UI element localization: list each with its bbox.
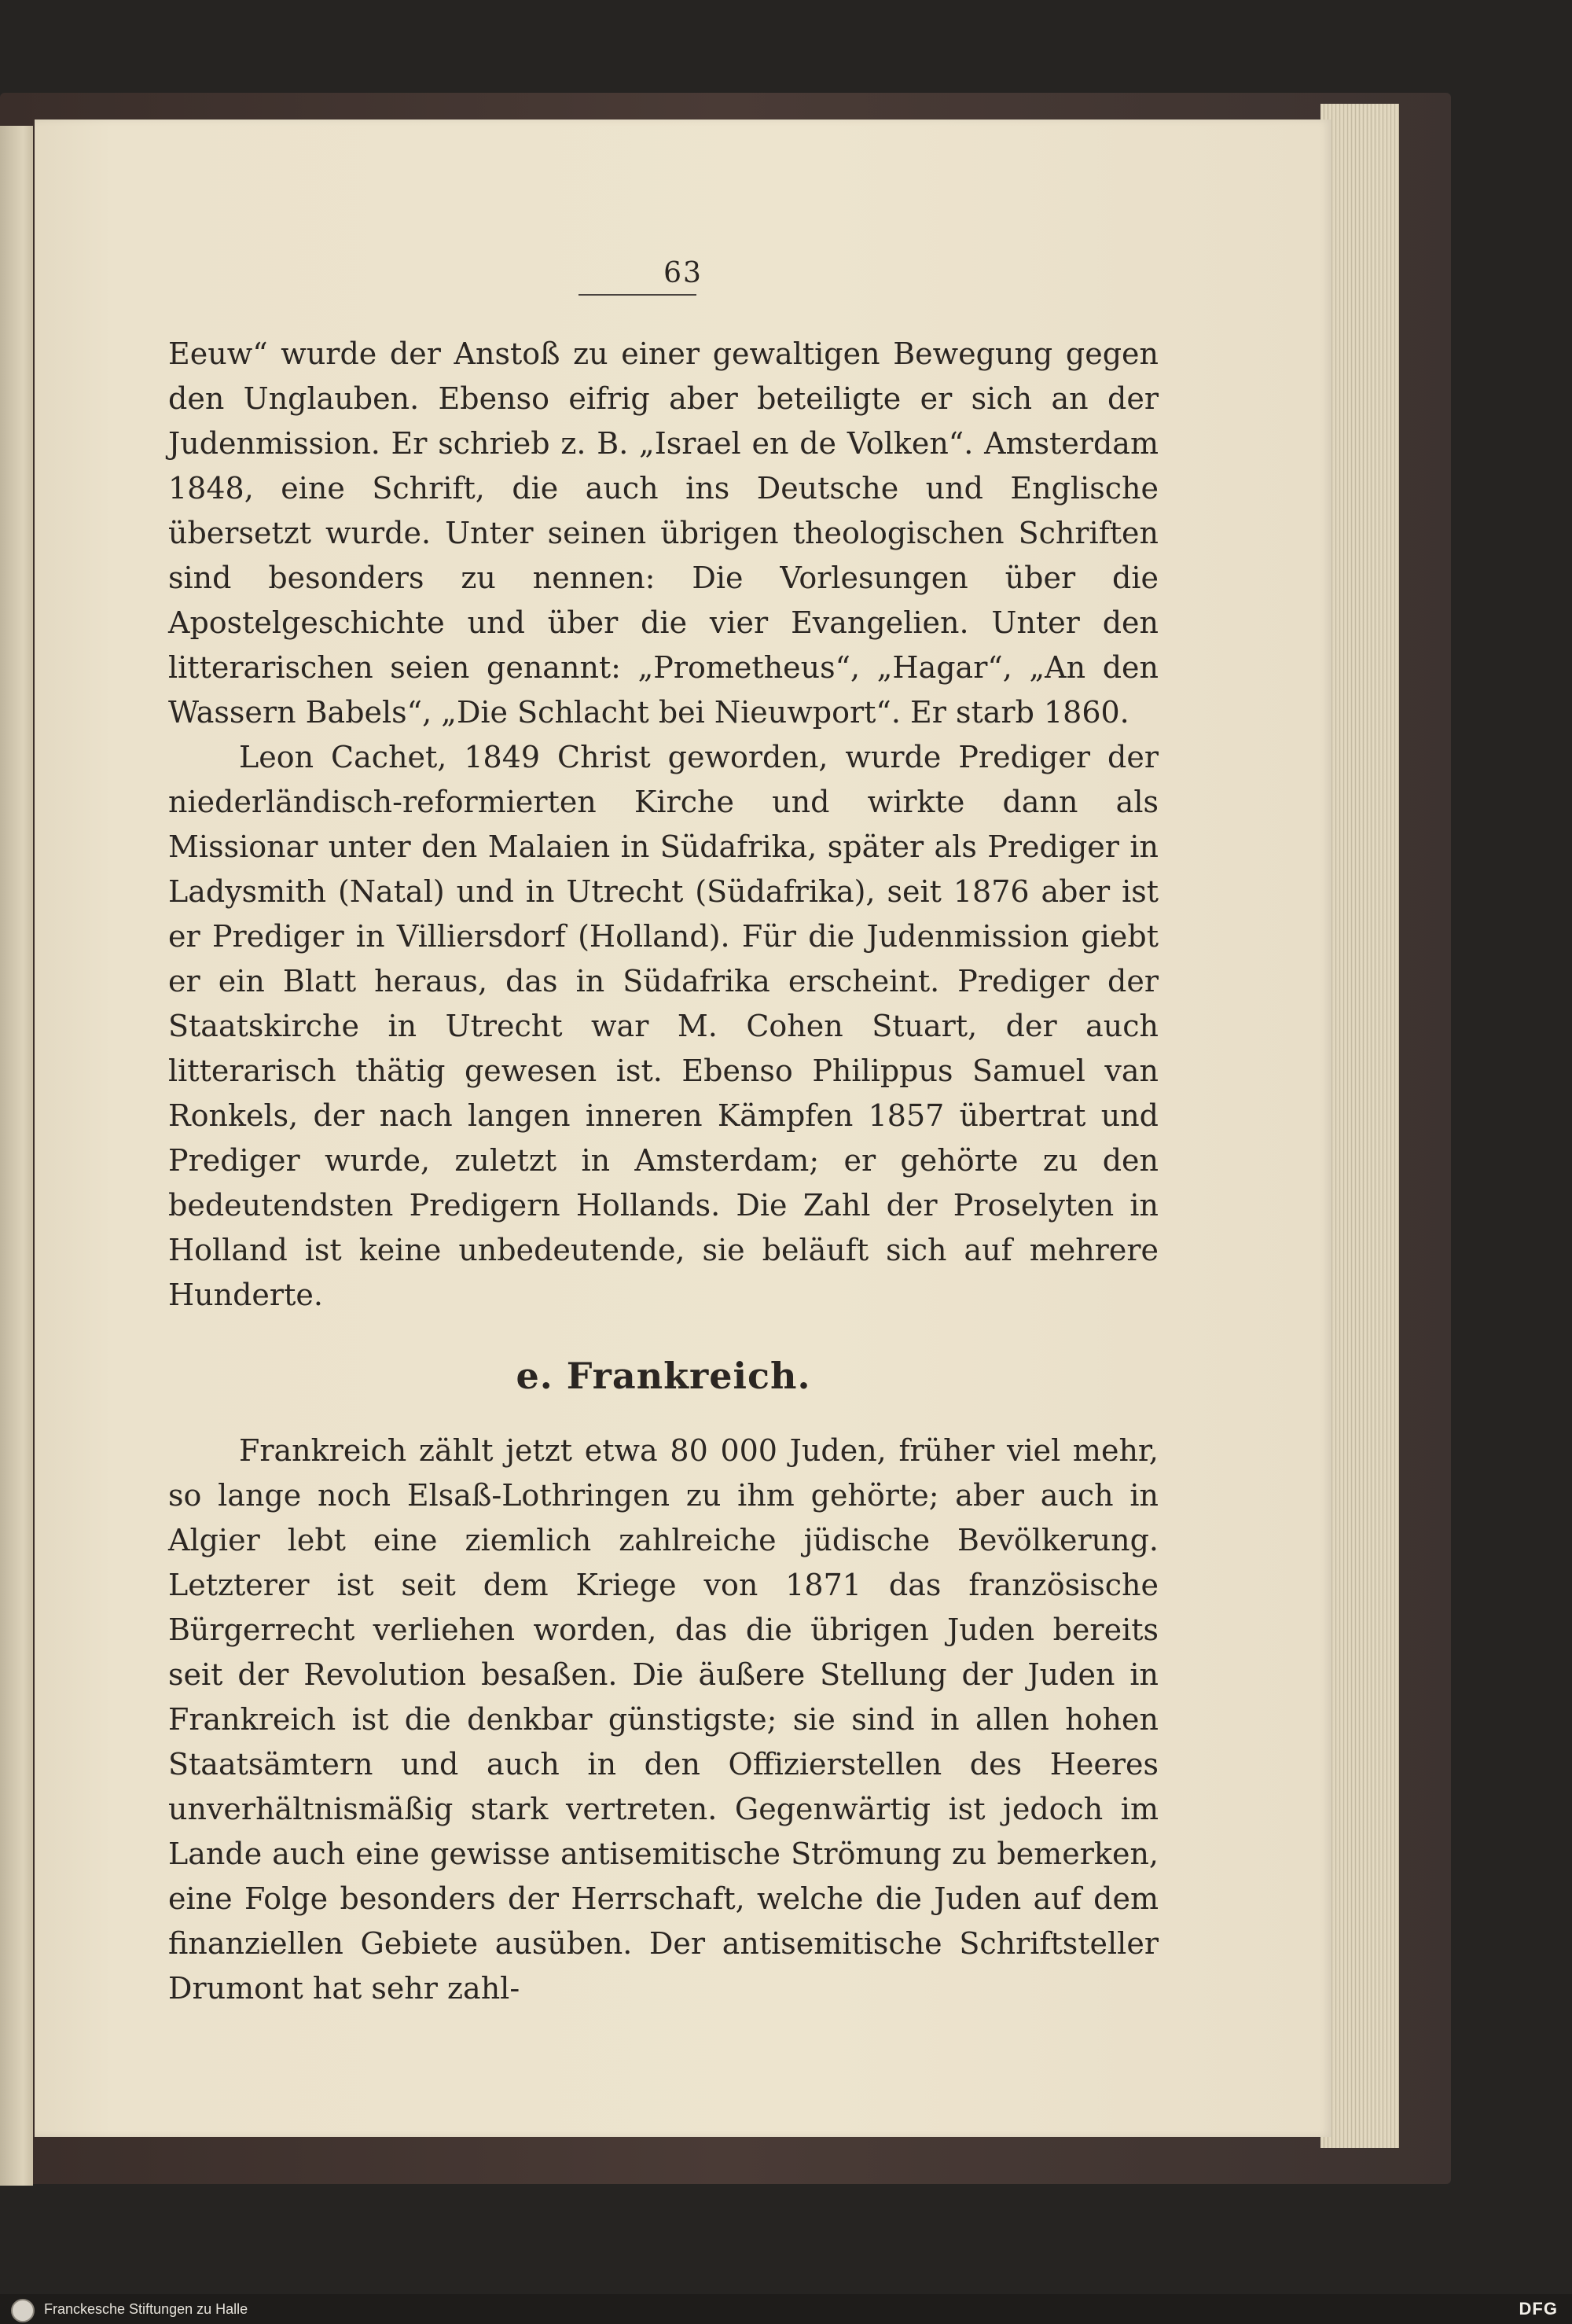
footer-bar bbox=[0, 2294, 1572, 2324]
seal-icon bbox=[11, 2299, 35, 2322]
section-heading: e. Frankreich. bbox=[516, 1355, 811, 1397]
page-number: 63 bbox=[663, 257, 703, 289]
page-stack-edge bbox=[1320, 104, 1399, 2148]
paragraph-frankreich: Frankreich zählt jetzt etwa 80 000 Juden, früher viel mehr, so lange noch Elsaß-Lothringen zu ihm gehörte; aber auch in Algier lebt eine ziemlich zahlreiche jüdische Bevölkerung. Letzterer ist seit dem Kriege von 1871 das französische Bürgerrecht verliehen worden, das die übrigen Juden bereits seit der Revolution besaßen. Die äußere Stellung der Juden in Frankreich ist die denkbar günstigste; sie sind in allen hohen Staatsämtern und auch in den Offizierstellen des Heeres unverhältnismäßig stark vertreten. Gegenwärtig ist jedoch im Lande auch eine gewisse antisemitische Strömung zu bemerken, eine Folge besonders der Herrschaft, welche die Juden auf dem finanziellen Gebiete ausüben. Der antisemitische Schriftsteller Drumont hat sehr zahl- bbox=[168, 1433, 1159, 2006]
paragraph-leon-cachet: Leon Cachet, 1849 Christ geworden, wurde Prediger der niederländisch-reformierten Kirche und wirkte dann als Missionar unter den Malaien in Südafrika, später als Prediger in Ladysmith (Natal) und in Utrecht (Südafrika), seit 1876 aber ist er Prediger in Villiersdorf (Holland). Für die Judenmission giebt er ein Blatt heraus, das in Südafrika erscheint. Prediger der Staatskirche in Utrecht war M. Cohen Stuart, der auch litterarisch thätig gewesen ist. Ebenso Philippus Samuel van Ronkels, der nach langen inneren Kämpfen 1857 übertrat und Prediger wurde, zuletzt in Amsterdam; er gehörte zu den bedeutendsten Predigern Hollands. Die Zahl der Proselyten in Holland ist keine unbedeutende, sie beläuft sich auf mehrere Hunderte. bbox=[168, 740, 1159, 1312]
book-page bbox=[35, 120, 1331, 2137]
page-number-rule bbox=[578, 294, 696, 296]
page-text bbox=[168, 332, 1159, 2011]
footer-institution: Franckesche Stiftungen zu Halle bbox=[44, 2301, 248, 2317]
footer-funder-logo: DFG bbox=[1519, 2299, 1558, 2318]
paragraph-continuation: Eeuw“ wurde der Anstoß zu einer gewaltigen Bewegung gegen den Unglauben. Ebenso eifrig aber beteiligte er sich an der Judenmission. Er schrieb z. B. „Israel en de Volken“. Amsterdam 1848, eine Schrift, die auch ins Deutsche und Englische übersetzt wurde. Unter seinen übrigen theologischen Schriften sind besonders zu nennen: Die Vorlesungen über die Apostelgeschichte und über die vier Evangelien. Unter den litterarischen seien genannt: „Prometheus“, „Hagar“, „An den Wassern Babels“, „Die Schlacht bei Nieuwport“. Er starb 1860. bbox=[168, 336, 1159, 730]
facing-page-edge bbox=[0, 126, 33, 2186]
